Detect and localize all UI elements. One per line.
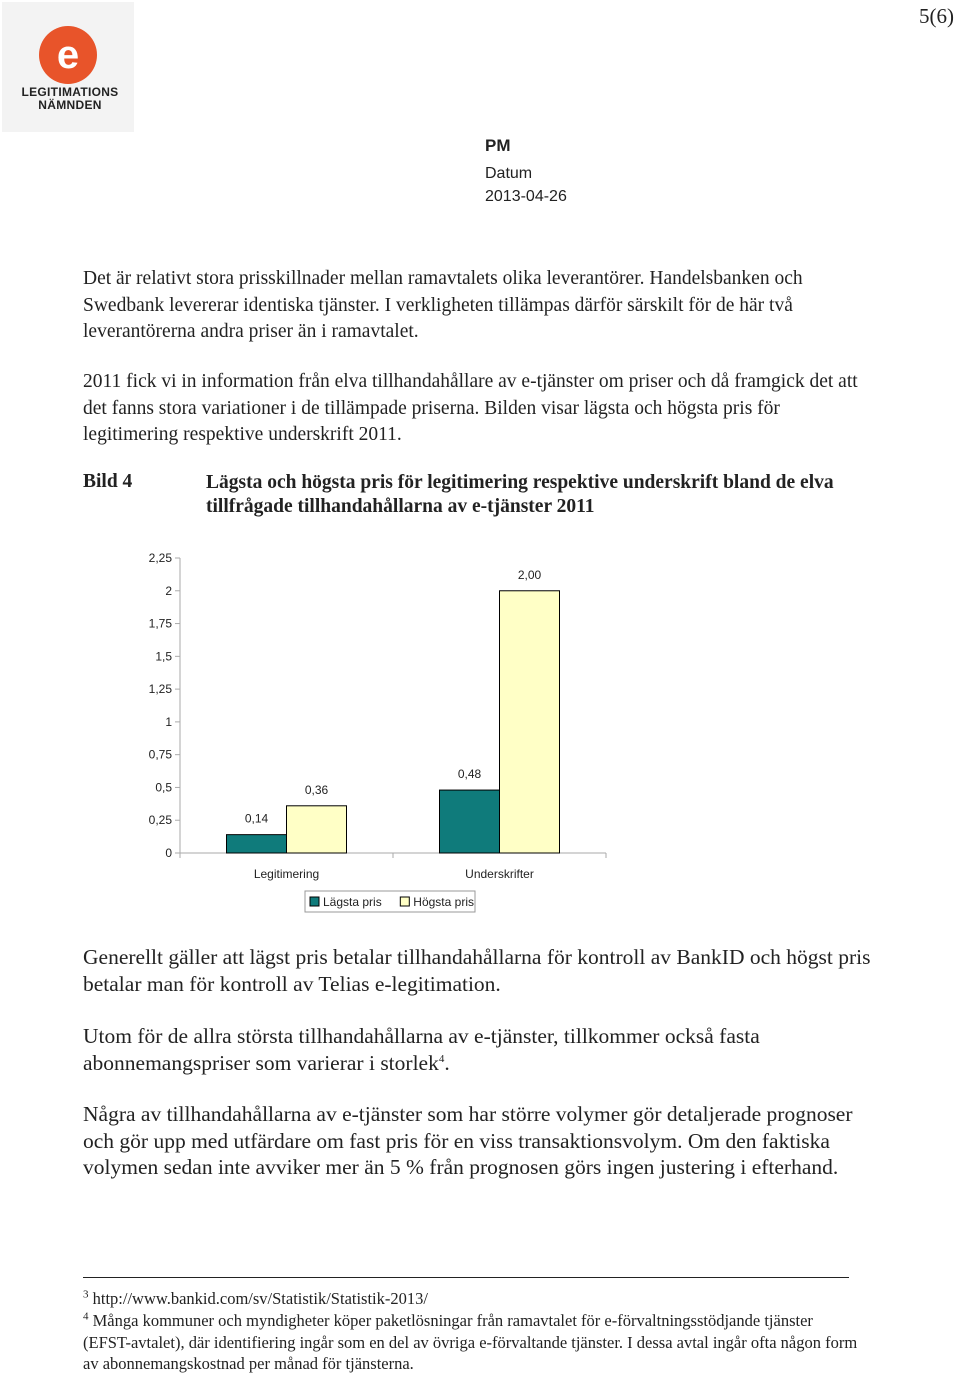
logo-line-2: NÄMNDEN: [38, 98, 102, 112]
footnote-ref-4[interactable]: 4: [438, 1052, 445, 1065]
y-tick-label: 0: [165, 846, 172, 860]
footnote-4: [83, 1310, 863, 1375]
doc-type: PM: [485, 136, 511, 155]
data-label: 0,14: [244, 811, 269, 826]
y-tick-label: 0,5: [155, 780, 172, 795]
figure-label: Bild 4: [83, 471, 133, 492]
legend-swatch: [400, 897, 409, 906]
bar: [500, 591, 560, 853]
paragraph-4: [83, 1023, 873, 1076]
y-tick-label: 2,25: [148, 551, 172, 565]
logo-line-1: LEGITIMATIONS: [21, 85, 119, 99]
footnote-divider: [83, 1277, 849, 1278]
figure-caption: Lägsta och högsta pris för legitimering respektive underskrift bland de elva tillfrågade tillhandahållarna av e-tjänster 2011: [206, 472, 834, 517]
x-category-label: Underskrifter: [465, 867, 534, 881]
footnote-3-number: 3: [83, 1288, 89, 1301]
y-tick-label: 0,25: [148, 813, 172, 828]
y-tick-label: 1: [165, 714, 172, 729]
paragraph-1: Det är relativt stora prisskillnader mellan ramavtalets olika leverantörer. Handelsbanken och Swedbank levererar identiska tjänster. I verkligheten tillämpas därför särskilt för de här två leverantörerna andra priser än i ramavtalet.: [83, 268, 803, 342]
footnote-3-link[interactable]: http://www.bankid.com/sv/Statistik/Statistik-2013/: [92, 1289, 428, 1308]
data-label: 2,00: [517, 567, 542, 582]
paragraph-2: 2011 fick vi in information från elva tillhandahållare av e-tjänster om priser och då framgick det att det fanns stora variationer i de tillämpade priserna. Bilden visar lägsta och högsta pris för legitimering respektive underskrift 2011.: [83, 371, 858, 445]
paragraph-4-text: Utom för de allra största tillhandahållarna av e-tjänster, tillkommer också fasta abonnemangspriser som varierar i storlek: [83, 1024, 760, 1075]
paragraph-3: Generellt gäller att lägst pris betalar tillhandahållarna för kontroll av BankID och högst pris betalar man för kontroll av Telias e-legitimation.: [83, 945, 871, 996]
y-tick-label: 0,75: [148, 747, 172, 762]
bar: [440, 790, 500, 853]
paragraph-4-end: .: [444, 1050, 450, 1075]
data-label: 0,36: [304, 782, 329, 797]
y-tick-label: 1,5: [155, 649, 172, 664]
x-category-label: Legitimering: [253, 867, 320, 881]
logo-letter: e: [56, 33, 80, 77]
data-label: 0,48: [457, 767, 482, 782]
y-tick-label: 1,75: [148, 616, 172, 631]
footnote-4-number: 4: [83, 1310, 89, 1323]
y-tick-label: 1,25: [148, 682, 172, 697]
legend-label: Högsta pris: [413, 895, 475, 909]
y-tick-label: 2: [165, 583, 172, 598]
paragraph-5: Några av tillhandahållarna av e-tjänster som har större volymer gör detaljerade prognoser och gör upp med utfärdare om fast pris för en viss transaktionsvolym. Om den faktiska volymen sedan inte avviker mer än 5 % från prognosen görs ingen justering i efterhand.: [83, 1102, 853, 1179]
date-value: 2013-04-26: [485, 188, 567, 205]
legend-label: Lägsta pris: [323, 895, 382, 909]
footnote-4-text: Många kommuner och myndigheter köper paketlösningar från ramavtalet för e-förvaltningsstödjande tjänster (EFST-avtalet), där identifiering ingår som en del av övriga e-förvaltande tjänster. I dessa avtal ingår ofta någon form av abonnemangskostnad per månad för tjänsterna.: [83, 1311, 858, 1373]
footnote-3: [83, 1288, 863, 1310]
page-number: 5(6): [919, 4, 954, 28]
legend-swatch: [310, 897, 319, 906]
bar: [287, 806, 347, 853]
date-label: Datum: [485, 165, 533, 182]
bar: [227, 835, 287, 853]
